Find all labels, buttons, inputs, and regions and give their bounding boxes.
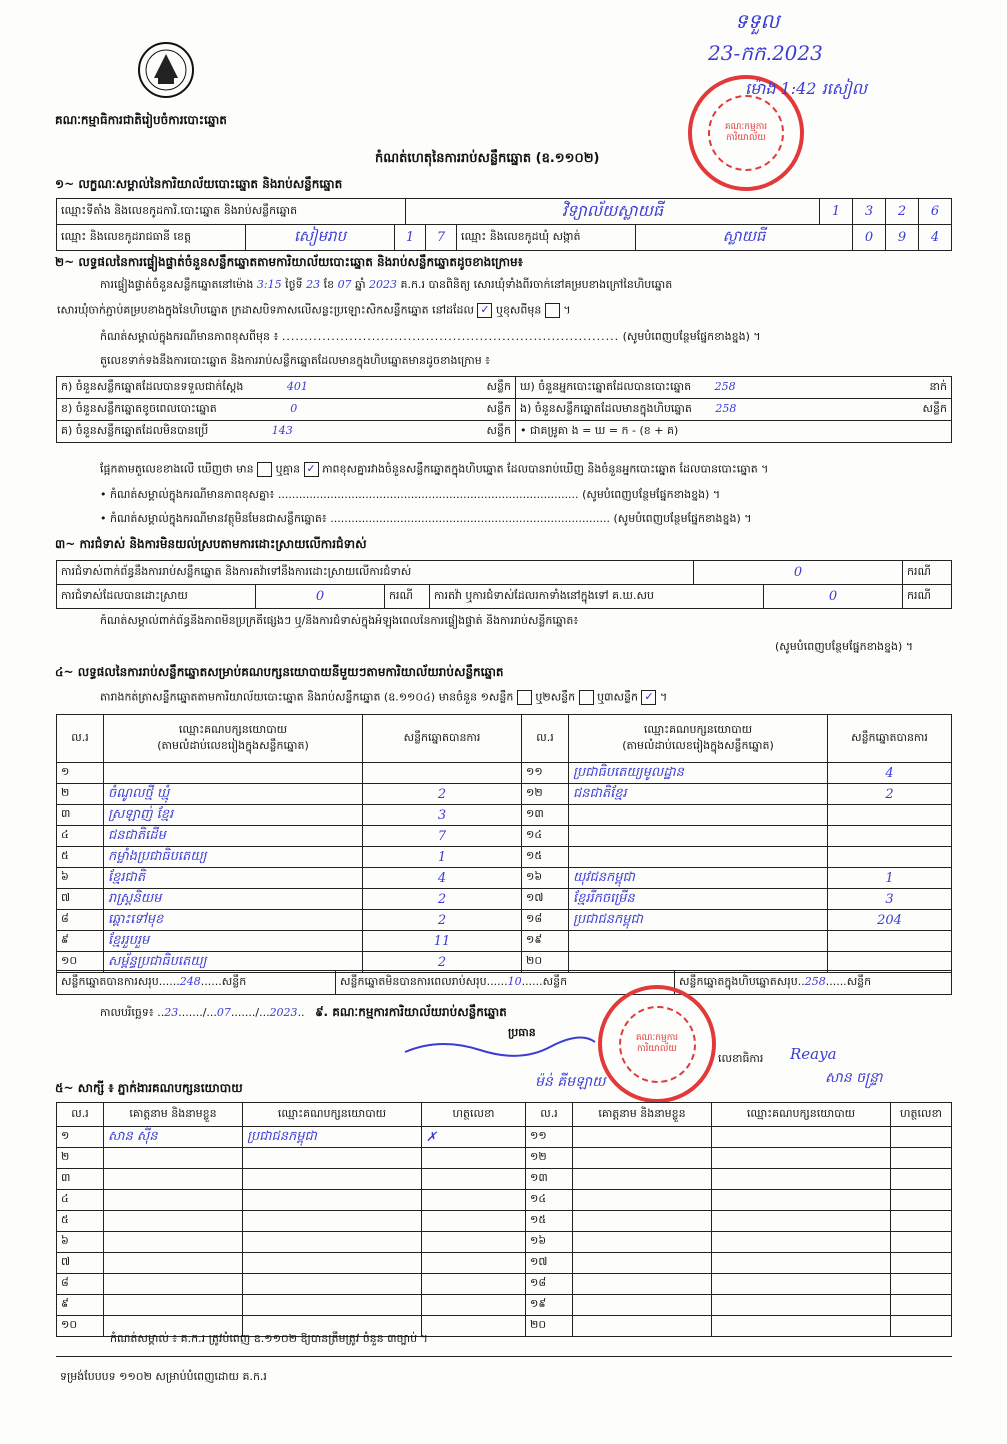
objection-row1-unit: ករណី [903,561,952,585]
witness-no: ១៨ [526,1274,573,1295]
result-party: ឆ្ពោះទៅមុខ [104,910,363,931]
fill-note-3: (សូមបំពេញបន្ថែមផ្នែកខាងខ្នង) ។ [613,512,752,525]
witness-signature [422,1148,526,1169]
table-row [57,1253,952,1274]
witness-signature [891,1232,952,1253]
footnote: កំណត់សម្គាល់ ៖ គ.ក.រ ត្រូវបំពេញ ឧ.១១០២ ឱ្យបានត្រឹមត្រូវ ចំនួន ៣ច្បាប់ ។ [110,1332,428,1345]
verify-line-2-text: សោរឃុំចាក់ភ្ជាប់គម្របខាងក្នុងនៃហិបឆ្នោត ក្រដាសបិទភាសលើសន្លះប្រឡោះសិកសន្លឹកឆ្នោត នៅដដែល [57,303,474,317]
witness-no: ៧ [57,1253,104,1274]
witness-no: ១៧ [526,1253,573,1274]
witness-signature [891,1190,952,1211]
sign-date: កាលបរិច្ឆេទ៖ ..23......./...07......./...2023.. ៩. គណៈកម្មការការិយាល័យរាប់សន្លឹកឆ្នោត [100,1005,507,1019]
site-name-value: វិទ្យាល័យស្លាយធី [406,199,820,225]
results-col-party-left: ឈ្មោះគណបក្សនយោបាយ (តាមលំដាប់លេខរៀងក្នុងសន្លឹកឆ្នោត) [104,715,363,763]
result-party [569,805,828,826]
witness-signature [422,1169,526,1190]
footer-rule [56,1356,952,1357]
table-row [57,1274,952,1295]
witness-party [712,1211,891,1232]
resolved-unit: ករណី [385,585,430,609]
result-party: កម្លាំងប្រជាធិបតេយ្យ [104,847,363,868]
two-sheet-checkbox[interactable] [579,690,594,705]
site-code-2: 3 [853,199,886,225]
witness-no: ១៤ [526,1190,573,1211]
witness-party [243,1295,422,1316]
result-party: ចំណូលថ្មី ឃ្មុំ [104,784,363,805]
result-votes: 1 [828,868,952,889]
witness-name [104,1190,243,1211]
result-party: ជនជាតិដើម [104,826,363,847]
witness-no: ១៣ [526,1169,573,1190]
witness-party [712,1232,891,1253]
witness-no: ៥ [57,1211,104,1232]
result-votes: 2 [363,889,522,910]
witness-party [243,1211,422,1232]
secretary-signature: Reaya [790,1045,837,1063]
results-col-votes-right: សន្លឹកឆ្នោតបានការ [828,715,952,763]
compare-rest: ភាពខុសគ្នារវាងចំនួនសន្លឹកឆ្នោតក្នុងហិបឆ្នោត ដែលបានរាប់ឃើញ និងចំនួនអ្នកបោះឆ្នោត ដែលបានបោះឆ្នោត ។ [322,462,769,476]
witness-col-name-right: គោត្តនាម និងនាមខ្លួន [573,1103,712,1127]
sign-date-month: 07 [216,1006,231,1019]
witness-col-party-left: ឈ្មោះគណបក្សនយោបាយ [243,1103,422,1127]
site-code-3: 2 [886,199,919,225]
diff-note: កំណត់សម្គាល់ក្នុងករណីមានភាពខុសពីមុន ៖ ........................................................................... (សូមបំពេញបន្ថែមផ្នែកខាងខ្នង) ។ [100,330,761,343]
province-label: ឈ្មោះ និងលេខកូដរាជធានី ខេត្ត [57,225,246,251]
result-party [569,847,828,868]
fig-b-label: ខ) ចំនួនសន្លឹកឆ្នោតខូចពេលបោះឆ្នោត 0 សន្លឹក [57,399,516,421]
verify-time: 3:15 [256,278,282,291]
witness-signature [891,1211,952,1232]
result-no: ១០ [57,952,104,973]
province-value: សៀមរាប [246,225,395,251]
chair-label: ប្រធាន [508,1026,536,1039]
objection-table [56,560,952,585]
compare-line [100,462,768,479]
section3-title: ៣~ ការជំទាស់ និងការមិនយល់ស្របតាមការដោះស្រាយលើការជំទាស់ [55,537,367,551]
witness-party [712,1169,891,1190]
result-votes: 11 [363,931,522,952]
results-col-no-right: ល.រ [522,715,569,763]
bullet-note-1: • កំណត់សម្គាល់ក្នុងករណីមានភាពខុសគ្នា៖ ...................................................................................... (សូមបំពេញបន្ថែមផ្នែកខាងខ្នង) ។ [100,488,721,501]
witness-no: ៨ [57,1274,104,1295]
witness-signature [422,1316,526,1337]
witness-no: ៦ [57,1232,104,1253]
table-row [57,1169,952,1190]
result-votes: 3 [363,805,522,826]
province-code-1: 1 [395,225,426,251]
compare-label: ផ្អែកតាមតួលេខខាងលើ ឃើញថា មាន [100,462,254,476]
resolved-label: ការជំទាស់ដែលបានដោះស្រាយ [57,585,256,609]
three-sheet-label: ឬ៣សន្លឹក [597,690,638,704]
witness-signature [422,1190,526,1211]
received-label: ទទួល [735,9,780,33]
witness-name [104,1148,243,1169]
commune-code-1: 0 [853,225,886,251]
result-no: ៤ [57,826,104,847]
committee-label: ៩. គណៈកម្មការការិយាល័យរាប់សន្លឹកឆ្នោត [315,1005,507,1019]
witness-party [243,1169,422,1190]
witness-col-no-right: ល.រ [526,1103,573,1127]
verify-month-label: ខែ [323,278,335,291]
secretary-name: សាន ចន្ទ្រា [825,1070,883,1086]
result-votes: 4 [363,868,522,889]
result-no: ១៣ [522,805,569,826]
figures-table [56,376,952,443]
witness-party [712,1316,891,1337]
table-row [57,763,952,784]
objection-table-2 [56,584,952,609]
witness-name [573,1190,712,1211]
fig-b-value: 0 [290,401,298,415]
result-no: ៧ [57,889,104,910]
site-name-label: ឈ្មោះទីតាំង និងលេខកូដការិ.បោះឆ្នោត និងរាប់សន្លឹកឆ្នោត [57,199,406,225]
witness-no: ២០ [526,1316,573,1337]
witness-name [104,1274,243,1295]
result-no: ៥ [57,847,104,868]
fig-d-label: ឃ) ចំនួនអ្នកបោះឆ្នោតដែលបានបោះឆ្នោត 258 នាក់ [516,377,952,399]
table-row [57,805,952,826]
witness-party [712,1295,891,1316]
result-no: ១៨ [522,910,569,931]
total-valid: សន្លឹកឆ្នោតបានការសរុប......248......សន្លឹក [57,971,336,995]
witness-signature [891,1253,952,1274]
has-diff-checkbox[interactable] [257,462,272,477]
witness-table [56,1102,952,1337]
sign-date-year: 2023 [269,1006,298,1019]
result-votes [828,847,952,868]
result-votes: 2 [363,952,522,973]
section5-title: ៥~ សាក្សី ៖ ភ្នាក់ងារគណបក្សនយោបាយ [55,1081,243,1095]
verify-day-label: ថ្ងៃទី [285,278,303,291]
chair-signature [400,1032,600,1062]
org-name: គណៈកម្មាធិការជាតិរៀបចំការបោះឆ្នោត [55,113,227,127]
seal-text: គណៈកម្មការការិយាល័យ [708,95,784,171]
appeal-unit: ករណី [903,585,952,609]
result-no: ១១ [522,763,569,784]
sign-date-day: 23 [164,1006,179,1019]
result-no: ១៥ [522,847,569,868]
appeal-label: ការតវ៉ា ឬការជំទាស់ដែលរកាទាំងនៅក្នុងទៅ គ.ឃ.សប [430,585,764,609]
verify-month: 07 [337,278,352,291]
witness-name [573,1232,712,1253]
total-invalid: សន្លឹកឆ្នោតមិនបានការពេលរាប់សរុប......10......សន្លឹក [336,971,675,995]
witness-signature [891,1316,952,1337]
results-col-no-left: ល.រ [57,715,104,763]
same-checkbox[interactable]: ✓ [477,303,492,318]
witness-party [712,1127,891,1148]
fig-e-value: 258 [715,401,737,415]
witness-party [243,1253,422,1274]
different-checkbox[interactable] [545,303,560,318]
total-box-value: 258 [804,974,826,988]
result-votes: 1 [363,847,522,868]
witness-signature [422,1211,526,1232]
office-seal-bottom [598,985,716,1103]
result-party: សម្ព័ន្ធប្រជាធិបតេយ្យ [104,952,363,973]
witness-no: ១ [57,1127,104,1148]
witness-party: ប្រជាជនកម្ពុជា [243,1127,422,1148]
witness-party [243,1190,422,1211]
fill-note-1: (សូមបំពេញបន្ថែមផ្នែកខាងខ្នង) ។ [622,330,761,343]
witness-party [712,1148,891,1169]
table-row [57,826,952,847]
form-title: កំណត់ហេតុនៃការរាប់សន្លឹកឆ្នោត (ឧ.១១០២) [375,151,600,166]
result-no: ១៤ [522,826,569,847]
commune-label: ឈ្មោះ និងលេខកូដឃុំ សង្កាត់ [457,225,636,251]
footer-text: ទម្រង់បែបបទ ១១០២ សម្រាប់បំពេញដោយ គ.ក.រ [60,1370,267,1383]
result-votes [828,826,952,847]
total-box: សន្លឹកឆ្នោតក្នុងហិបឆ្នោតសរុប..258......សន្លឹក [675,971,952,995]
section1-table-row2 [56,224,952,251]
verify-year: 2023 [369,278,398,291]
witness-no: ២ [57,1148,104,1169]
witness-party [243,1232,422,1253]
witness-name [573,1148,712,1169]
fig-c-value: 143 [271,423,293,437]
witness-signature [891,1148,952,1169]
result-votes: 2 [363,910,522,931]
result-party: ខ្មែរជាតិ [104,868,363,889]
three-sheet-checkbox[interactable]: ✓ [641,690,656,705]
witness-name [104,1211,243,1232]
witness-col-party-right: ឈ្មោះគណបក្សនយោបាយ [712,1103,891,1127]
commune-code-2: 9 [886,225,919,251]
total-invalid-value: 10 [507,974,522,988]
witness-name [573,1295,712,1316]
results-col-votes-left: សន្លឹកឆ្នោតបានការ [363,715,522,763]
witness-signature: ✗ [422,1127,526,1148]
result-party: ប្រជាធិបតេយ្យមូលដ្ឋាន [569,763,828,784]
witness-no: ១៥ [526,1211,573,1232]
fig-d-value: 258 [714,379,736,393]
received-date: 23-កក.2023 [708,41,823,65]
table-row [57,784,952,805]
bullet-1-label: • កំណត់សម្គាល់ក្នុងករណីមានភាពខុសគ្នា៖ [100,488,275,501]
result-no: ១ [57,763,104,784]
commune-code-3: 4 [919,225,952,251]
witness-col-sig-left: ហត្ថលេខា [422,1103,526,1127]
witness-no: ១៩ [526,1295,573,1316]
no-diff-checkbox[interactable]: ✓ [304,462,319,477]
witness-col-name-left: គោត្តនាម និងនាមខ្លួន [104,1103,243,1127]
verify-year-label: ឆ្នាំ [355,278,366,291]
witness-no: ៩ [57,1295,104,1316]
witness-name [104,1169,243,1190]
verify-time-label: ការផ្ទៀងផ្ទាត់ចំនួនសន្លឹកឆ្នោតនៅម៉ោង [100,278,254,291]
result-no: ១២ [522,784,569,805]
result-party: ខ្មែររួបរួម [104,931,363,952]
result-no: ១៧ [522,889,569,910]
verify-line-2: សោរឃុំចាក់ភ្ជាប់គម្របខាងក្នុងនៃហិបឆ្នោត ក្រដាសបិទភាសលើសន្លះប្រឡោះសិកសន្លឹកឆ្នោត នៅដដែល ✓ ឬខុសពីមុន ។ [57,303,571,317]
witness-party [712,1190,891,1211]
witness-name [573,1127,712,1148]
table-row [57,847,952,868]
one-sheet-checkbox[interactable] [517,690,532,705]
result-no: ៩ [57,931,104,952]
witness-name [573,1211,712,1232]
witness-signature [891,1274,952,1295]
result-party: រាស្ត្រនិយម [104,889,363,910]
witness-no: ១៦ [526,1232,573,1253]
nec-emblem-icon [136,40,196,100]
fig-a-label: ក) ចំនួនសន្លឹកឆ្នោតដែលបានទទួលជាក់ស្តែង 401 សន្លឹក [57,377,516,399]
result-votes [828,931,952,952]
witness-signature [422,1253,526,1274]
site-code-4: 6 [919,199,952,225]
tally-intro-text: តារាងកត់ត្រាសន្លឹកឆ្នោតតាមការិយាល័យបោះឆ្នោត និងរាប់សន្លឹកឆ្នោត (ឧ.១១០៤) មានចំនួន ១សន្លឹក [100,690,514,704]
figures-intro: តួលេខទាក់ទងនឹងការបោះឆ្នោត និងការរាប់សន្លឹកឆ្នោតដែលមានក្នុងហិបឆ្នោតមានដូចខាងក្រោម ៖ [100,354,491,367]
result-no: ៨ [57,910,104,931]
result-party [569,931,828,952]
table-row [57,1127,952,1148]
witness-no: ១០ [57,1316,104,1337]
result-no: ២ [57,784,104,805]
witness-party [243,1148,422,1169]
witness-signature [891,1169,952,1190]
witness-name [104,1295,243,1316]
result-votes: 2 [363,784,522,805]
fig-e-label: ង) ចំនួនសន្លឹកឆ្នោតដែលមានក្នុងហិបឆ្នោត 258 សន្លឹក [516,399,952,421]
witness-name [104,1253,243,1274]
bullet-2-label: • កំណត់សម្គាល់ក្នុងករណីមានវត្ថុមិនមែនជាសន្លឹកឆ្នោត៖ [100,512,327,525]
result-votes: 4 [828,763,952,784]
table-row [57,1232,952,1253]
result-party: យុវជនកម្ពុជា [569,868,828,889]
diff-note-label: កំណត់សម្គាល់ក្នុងករណីមានភាពខុសពីមុន ៖ [100,330,279,343]
objection-row1-label: ការជំទាស់ពាក់ព័ន្ធនឹងការរាប់សន្លឹកឆ្នោត និងការតវ៉ាទៅនឹងការដោះស្រាយលើការជំទាស់ [57,561,694,585]
result-no: ២០ [522,952,569,973]
witness-signature [422,1295,526,1316]
result-party: ជនជាតិខ្មែរ [569,784,828,805]
different-label: ឬខុសពីមុន [495,303,542,317]
table-row [57,868,952,889]
verify-day: 23 [306,278,321,291]
witness-name [573,1253,712,1274]
witness-name: សាន ស៊ីន [104,1127,243,1148]
table-row [57,1190,952,1211]
section4-title: ៤~ លទ្ធផលនៃការរាប់សន្លឹកឆ្នោតសម្រាប់គណបក្សនយោបាយនីមួយៗតាមការិយាល័យរាប់សន្លឹកឆ្នោត [55,665,504,679]
fill-note-4: (សូមបំពេញបន្ថែមផ្នែកខាងខ្នង) ។ [775,640,914,653]
site-code-1: 1 [820,199,853,225]
witness-signature [422,1232,526,1253]
secretary-label: លេខាធិការ [718,1052,764,1065]
result-votes: 3 [828,889,952,910]
witness-no: ៣ [57,1169,104,1190]
total-valid-value: 248 [179,974,201,988]
results-table [56,714,952,973]
witness-name [573,1316,712,1337]
results-body [57,763,952,973]
sign-date-label: កាលបរិច្ឆេទ៖ [100,1006,154,1019]
result-votes: 2 [828,784,952,805]
verify-line-1 [100,278,960,294]
section1-title: ១~ លក្ខណៈសម្គាល់នៃការិយាល័យបោះឆ្នោត និងរាប់សន្លឹកឆ្នោត [55,177,343,191]
result-party: ខ្មែររីកចម្រើន [569,889,828,910]
bullet-note-2: • កំណត់សម្គាល់ក្នុងករណីមានវត្ថុមិនមែនជាសន្លឹកឆ្នោត៖ ................................................................................ (សូមបំពេញបន្ថែមផ្នែកខាងខ្នង) ។ [100,512,752,525]
fig-c-label: គ) ចំនួនសន្លឹកឆ្នោតដែលមិនបានប្រើ 143 សន្លឹក [57,421,516,443]
formula: • ជាគម្រូគា ង = ឃ = ក - (ខ + គ) [516,421,952,443]
fill-note-2: (សូមបំពេញបន្ថែមផ្នែកខាងខ្នង) ។ [582,488,721,501]
resolved-value: 0 [256,585,385,609]
result-no: ៦ [57,868,104,889]
table-row [57,1148,952,1169]
two-sheet-label: ឬ២សន្លឹក [535,690,576,704]
section2-title: ២~ លទ្ធផលនៃការផ្ទៀងផ្ទាត់ចំនួនសន្លឹកឆ្នោតតាមការិយាល័យបោះឆ្នោត និងរាប់សន្លឹកឆ្នោតដូចខាងក្រោម៖ [55,255,523,269]
result-party [569,826,828,847]
result-no: ១៩ [522,931,569,952]
seal-bottom-text: គណៈកម្មការការិយាល័យ [619,1006,696,1083]
result-party: ប្រជាជនកម្ពុជា [569,910,828,931]
witness-no: ៤ [57,1190,104,1211]
result-votes [363,763,522,784]
objection-row1-value: 0 [694,561,903,585]
commune-value: ស្លាយធី [636,225,853,251]
result-party: ស្រឡាញ់ ខ្មែរ [104,805,363,826]
witness-col-sig-right: ហត្ថលេខា [891,1103,952,1127]
province-code-2: 7 [426,225,457,251]
witness-col-no-left: ល.រ [57,1103,104,1127]
chair-name: ម៉ន់ គីមឡាយ [535,1074,606,1090]
witness-name [104,1232,243,1253]
totals-table [56,970,952,995]
witness-party [712,1274,891,1295]
result-votes: 204 [828,910,952,931]
section1-table [56,198,952,225]
witness-party [243,1274,422,1295]
witness-name [573,1274,712,1295]
results-col-party-right: ឈ្មោះគណបក្សនយោបាយ (តាមលំដាប់លេខរៀងក្នុងសន្លឹកឆ្នោត) [569,715,828,763]
witness-no: ១២ [526,1148,573,1169]
table-row [57,1295,952,1316]
result-party [104,763,363,784]
witness-signature [891,1127,952,1148]
witness-body [57,1127,952,1337]
result-votes: 7 [363,826,522,847]
witness-signature [891,1295,952,1316]
irregularity-note: កំណត់សម្គាល់ពាក់ព័ន្ធនឹងភាពមិនប្រក្រតីផ្សេងៗ ឬ/និងការជំទាស់ក្នុងអំឡុងពេលនៃការផ្ទៀងផ្ទាត់ និងការរាប់សន្លឹកឆ្នោត៖ [100,614,579,627]
appeal-value: 0 [764,585,903,609]
witness-no: ១១ [526,1127,573,1148]
tally-intro: តារាងកត់ត្រាសន្លឹកឆ្នោតតាមការិយាល័យបោះឆ្នោត និងរាប់សន្លឹកឆ្នោត (ឧ.១១០៤) មានចំនួន ១សន្លឹក ឬ២សន្លឹក ឬ៣សន្លឹក ✓ ។ [100,690,668,704]
result-no: ១៦ [522,868,569,889]
fig-a-value: 401 [286,379,308,393]
witness-signature [422,1274,526,1295]
table-row [57,1211,952,1232]
witness-party [712,1253,891,1274]
table-row [57,889,952,910]
table-row [57,931,952,952]
received-time: ម៉ោង 1:42 រសៀល [745,79,867,98]
verify-line-rest: គ.ក.រ បានពិនិត្យ សោរឃុំទាំងពីរចាក់នៅគម្របខាងក្រៅនៃហិបឆ្នោត [400,278,673,291]
table-row [57,910,952,931]
no-diff-label: ឬគ្មាន [275,462,301,476]
nec-logo [136,40,196,100]
result-votes [828,805,952,826]
witness-name [573,1169,712,1190]
result-no: ៣ [57,805,104,826]
